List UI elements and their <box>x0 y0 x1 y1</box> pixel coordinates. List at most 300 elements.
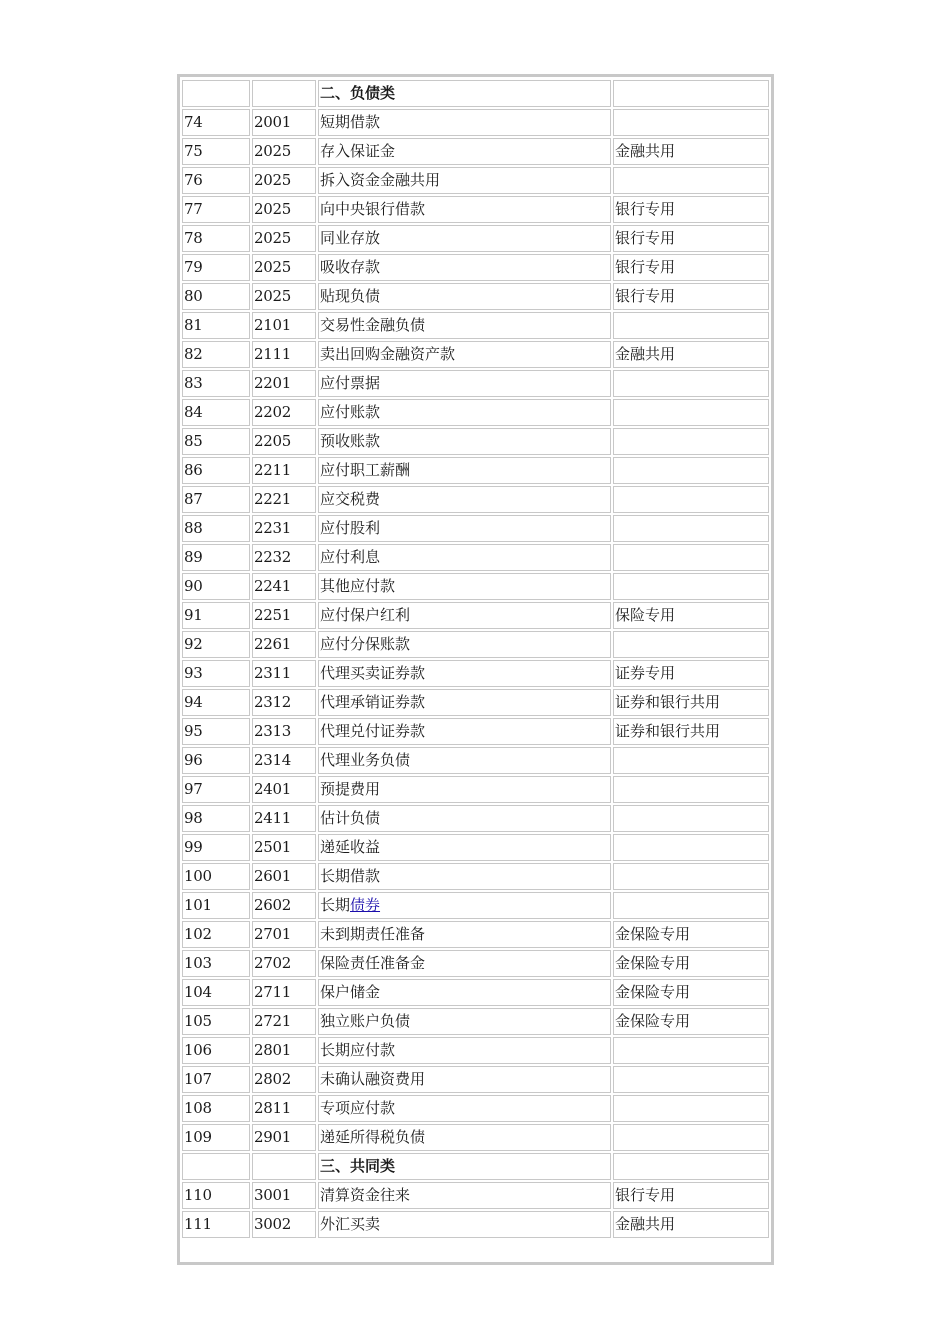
seq-cell <box>182 80 250 107</box>
account-code-cell <box>252 776 316 803</box>
seq-text: 80 <box>184 287 203 305</box>
account-name-text: 长期借款 <box>320 867 381 885</box>
account-name-text: 向中央银行借款 <box>320 200 426 218</box>
seq-cell <box>182 370 250 397</box>
usage-note-cell <box>613 718 769 745</box>
seq-text: 81 <box>184 316 203 334</box>
account-name-cell <box>318 747 611 774</box>
account-name-cell <box>318 1211 611 1238</box>
usage-note-cell <box>613 892 769 919</box>
account-code-cell <box>252 167 316 194</box>
account-code-cell <box>252 138 316 165</box>
account-code-cell <box>252 602 316 629</box>
account-code-text: 2205 <box>254 432 291 450</box>
seq-cell <box>182 428 250 455</box>
account-name-cell <box>318 225 611 252</box>
table-row <box>182 573 769 600</box>
account-code-text: 2401 <box>254 780 291 798</box>
account-name-text: 拆入资金金融共用 <box>320 171 441 189</box>
account-code-cell <box>252 370 316 397</box>
account-code-cell <box>252 573 316 600</box>
account-code-cell <box>252 834 316 861</box>
seq-text: 84 <box>184 403 203 421</box>
seq-cell <box>182 399 250 426</box>
account-name-cell <box>318 457 611 484</box>
table-row <box>182 892 769 919</box>
account-name-cell <box>318 631 611 658</box>
account-code-cell <box>252 863 316 890</box>
table-row <box>182 544 769 571</box>
seq-cell <box>182 312 250 339</box>
seq-text: 107 <box>184 1070 212 1088</box>
account-code-text: 2811 <box>254 1099 291 1117</box>
usage-note-cell <box>613 486 769 513</box>
account-code-text: 2312 <box>254 693 291 711</box>
table-row <box>182 399 769 426</box>
account-name-text: 存入保证金 <box>320 142 396 160</box>
account-name-text: 递延所得税负债 <box>320 1128 426 1146</box>
seq-text: 79 <box>184 258 203 276</box>
usage-note-cell <box>613 341 769 368</box>
account-code-text: 2025 <box>254 171 291 189</box>
account-name-cell <box>318 544 611 571</box>
usage-note-cell <box>613 1066 769 1093</box>
seq-text: 95 <box>184 722 203 740</box>
account-code-cell <box>252 1066 316 1093</box>
account-code-text: 2901 <box>254 1128 291 1146</box>
usage-note-cell <box>613 515 769 542</box>
seq-text: 97 <box>184 780 203 798</box>
seq-text: 105 <box>184 1012 212 1030</box>
account-name-cell <box>318 1182 611 1209</box>
table-row <box>182 689 769 716</box>
table-row <box>182 1095 769 1122</box>
usage-note-text: 金融共用 <box>615 345 676 363</box>
seq-cell <box>182 167 250 194</box>
seq-text: 78 <box>184 229 203 247</box>
usage-note-cell <box>613 1037 769 1064</box>
account-code-cell <box>252 515 316 542</box>
seq-cell <box>182 747 250 774</box>
account-name-cell <box>318 805 611 832</box>
account-name-text: 应付票据 <box>320 374 381 392</box>
account-name-cell <box>318 515 611 542</box>
account-name-text: 应付职工薪酬 <box>320 461 411 479</box>
table-row <box>182 979 769 1006</box>
account-table <box>180 78 771 1240</box>
account-name-cell <box>318 109 611 136</box>
seq-cell <box>182 892 250 919</box>
account-table-body <box>182 80 769 1238</box>
account-name-text: 长期应付款 <box>320 1041 396 1059</box>
table-row <box>182 805 769 832</box>
account-name-cell <box>318 1008 611 1035</box>
table-row <box>182 1008 769 1035</box>
seq-text: 106 <box>184 1041 212 1059</box>
seq-cell <box>182 689 250 716</box>
account-code-cell <box>252 225 316 252</box>
account-name-cell <box>318 660 611 687</box>
seq-text: 109 <box>184 1128 212 1146</box>
account-code-cell <box>252 544 316 571</box>
seq-text: 93 <box>184 664 203 682</box>
account-code-cell <box>252 1037 316 1064</box>
seq-cell <box>182 515 250 542</box>
account-code-text: 2313 <box>254 722 291 740</box>
account-name-text: 应付分保账款 <box>320 635 411 653</box>
usage-note-text: 银行专用 <box>615 200 676 218</box>
seq-text: 103 <box>184 954 212 972</box>
table-row <box>182 1124 769 1151</box>
account-code-cell <box>252 80 316 107</box>
table-row <box>182 515 769 542</box>
seq-text: 98 <box>184 809 203 827</box>
table-row <box>182 370 769 397</box>
account-name-text: 未到期责任准备 <box>320 925 426 943</box>
account-name-cell <box>318 167 611 194</box>
account-code-text: 2241 <box>254 577 291 595</box>
account-code-cell <box>252 341 316 368</box>
account-code-cell <box>252 921 316 948</box>
seq-text: 99 <box>184 838 203 856</box>
table-row <box>182 950 769 977</box>
account-code-text: 2411 <box>254 809 291 827</box>
account-code-cell <box>252 892 316 919</box>
account-name-text: 保户储金 <box>320 983 381 1001</box>
seq-text: 88 <box>184 519 203 537</box>
seq-text: 83 <box>184 374 203 392</box>
account-name-text: 同业存放 <box>320 229 381 247</box>
usage-note-text: 金保险专用 <box>615 925 691 943</box>
table-row <box>182 138 769 165</box>
seq-text: 82 <box>184 345 203 363</box>
account-code-text: 2025 <box>254 287 291 305</box>
account-code-cell <box>252 805 316 832</box>
seq-cell <box>182 1008 250 1035</box>
seq-text: 89 <box>184 548 203 566</box>
usage-note-text: 金保险专用 <box>615 954 691 972</box>
table-row <box>182 341 769 368</box>
account-name-cell <box>318 486 611 513</box>
seq-cell <box>182 805 250 832</box>
seq-text: 108 <box>184 1099 212 1117</box>
usage-note-cell <box>613 602 769 629</box>
account-code-cell <box>252 689 316 716</box>
seq-text: 100 <box>184 867 212 885</box>
usage-note-text: 银行专用 <box>615 287 676 305</box>
account-code-cell <box>252 196 316 223</box>
usage-note-cell <box>613 254 769 281</box>
table-row <box>182 254 769 281</box>
table-row <box>182 167 769 194</box>
account-name-text: 应付保户红利 <box>320 606 411 624</box>
account-name-cell <box>318 1124 611 1151</box>
account-name-cell <box>318 689 611 716</box>
table-row <box>182 660 769 687</box>
usage-note-cell <box>613 167 769 194</box>
seq-text: 75 <box>184 142 203 160</box>
account-code-text: 2721 <box>254 1012 291 1030</box>
account-name-cell <box>318 370 611 397</box>
account-name-text: 专项应付款 <box>320 1099 396 1117</box>
seq-text: 74 <box>184 113 203 131</box>
table-row <box>182 486 769 513</box>
account-code-text: 2025 <box>254 229 291 247</box>
table-row <box>182 1182 769 1209</box>
account-name-text: 预提费用 <box>320 780 381 798</box>
account-code-cell <box>252 1124 316 1151</box>
account-table-frame <box>177 74 774 1265</box>
seq-cell <box>182 863 250 890</box>
seq-cell <box>182 631 250 658</box>
seq-text: 102 <box>184 925 212 943</box>
seq-cell <box>182 979 250 1006</box>
account-code-text: 2232 <box>254 548 291 566</box>
account-name-text: 清算资金往来 <box>320 1186 411 1204</box>
seq-text: 91 <box>184 606 203 624</box>
table-row <box>182 283 769 310</box>
account-code-cell <box>252 1008 316 1035</box>
usage-note-cell <box>613 1124 769 1151</box>
account-name-text: 代理兑付证券款 <box>320 722 426 740</box>
account-name-text: 长期 <box>320 896 351 914</box>
account-code-cell <box>252 631 316 658</box>
account-name-cell <box>318 921 611 948</box>
seq-text: 111 <box>184 1215 212 1233</box>
account-code-text: 2601 <box>254 867 291 885</box>
account-code-cell <box>252 660 316 687</box>
account-code-cell <box>252 1095 316 1122</box>
seq-text: 104 <box>184 983 212 1001</box>
account-name-text: 短期借款 <box>320 113 381 131</box>
account-code-text: 2201 <box>254 374 291 392</box>
account-name-cell <box>318 573 611 600</box>
account-code-cell <box>252 747 316 774</box>
account-name-text: 应付账款 <box>320 403 381 421</box>
table-row <box>182 109 769 136</box>
seq-cell <box>182 834 250 861</box>
usage-note-text: 保险专用 <box>615 606 676 624</box>
usage-note-text: 银行专用 <box>615 258 676 276</box>
account-name-text: 代理承销证券款 <box>320 693 426 711</box>
account-name-text: 估计负债 <box>320 809 381 827</box>
seq-text: 101 <box>184 896 212 914</box>
usage-note-cell <box>613 196 769 223</box>
table-row <box>182 776 769 803</box>
usage-note-cell <box>613 747 769 774</box>
seq-text: 87 <box>184 490 203 508</box>
account-code-text: 2221 <box>254 490 291 508</box>
account-code-text: 2111 <box>254 345 291 363</box>
account-name-text: 应付股利 <box>320 519 381 537</box>
seq-text: 85 <box>184 432 203 450</box>
account-name-text: 保险责任准备金 <box>320 954 426 972</box>
usage-note-text: 银行专用 <box>615 1186 676 1204</box>
table-row <box>182 834 769 861</box>
account-code-text: 2101 <box>254 316 291 334</box>
account-code-text: 2602 <box>254 896 291 914</box>
seq-cell <box>182 1211 250 1238</box>
account-name-cell <box>318 834 611 861</box>
account-name-text: 二、负债类 <box>320 84 396 102</box>
account-name-text: 贴现负债 <box>320 287 381 305</box>
account-code-cell <box>252 283 316 310</box>
usage-note-cell <box>613 1095 769 1122</box>
account-name-text: 未确认融资费用 <box>320 1070 426 1088</box>
seq-cell <box>182 1182 250 1209</box>
usage-note-cell <box>613 370 769 397</box>
seq-text: 90 <box>184 577 203 595</box>
table-row <box>182 602 769 629</box>
usage-note-cell <box>613 921 769 948</box>
table-row <box>182 225 769 252</box>
table-row <box>182 196 769 223</box>
seq-text: 110 <box>184 1186 212 1204</box>
account-code-cell <box>252 457 316 484</box>
usage-note-cell <box>613 399 769 426</box>
seq-cell <box>182 573 250 600</box>
seq-cell <box>182 718 250 745</box>
usage-note-cell <box>613 109 769 136</box>
account-name-cell <box>318 1095 611 1122</box>
account-name-text: 代理买卖证券款 <box>320 664 426 682</box>
account-name-cell <box>318 399 611 426</box>
account-name-text: 三、共同类 <box>320 1157 396 1175</box>
table-row <box>182 1066 769 1093</box>
bond-link[interactable]: 债券 <box>350 896 381 914</box>
seq-cell <box>182 196 250 223</box>
account-name-cell <box>318 602 611 629</box>
account-code-text: 2802 <box>254 1070 291 1088</box>
seq-cell <box>182 1124 250 1151</box>
account-name-cell <box>318 1037 611 1064</box>
usage-note-cell <box>613 312 769 339</box>
account-code-cell <box>252 718 316 745</box>
account-code-cell <box>252 979 316 1006</box>
table-row <box>182 457 769 484</box>
account-name-cell <box>318 138 611 165</box>
table-row <box>182 1211 769 1238</box>
account-code-text: 2025 <box>254 258 291 276</box>
account-name-text: 应付利息 <box>320 548 381 566</box>
usage-note-cell <box>613 950 769 977</box>
seq-cell <box>182 1153 250 1180</box>
account-code-text: 2231 <box>254 519 291 537</box>
seq-cell <box>182 283 250 310</box>
usage-note-text: 金保险专用 <box>615 1012 691 1030</box>
account-code-text: 2701 <box>254 925 291 943</box>
account-code-text: 2202 <box>254 403 291 421</box>
account-code-text: 2251 <box>254 606 291 624</box>
usage-note-cell <box>613 631 769 658</box>
seq-cell <box>182 544 250 571</box>
table-row <box>182 863 769 890</box>
account-name-text: 代理业务负债 <box>320 751 411 769</box>
usage-note-cell <box>613 544 769 571</box>
seq-cell <box>182 254 250 281</box>
account-code-text: 2501 <box>254 838 291 856</box>
account-name-text: 预收账款 <box>320 432 381 450</box>
seq-cell <box>182 225 250 252</box>
seq-text: 86 <box>184 461 203 479</box>
usage-note-text: 金融共用 <box>615 142 676 160</box>
account-code-cell <box>252 1153 316 1180</box>
usage-note-cell <box>613 573 769 600</box>
usage-note-cell <box>613 1008 769 1035</box>
account-code-text: 2001 <box>254 113 291 131</box>
seq-cell <box>182 109 250 136</box>
usage-note-text: 金融共用 <box>615 1215 676 1233</box>
account-name-cell <box>318 196 611 223</box>
seq-cell <box>182 950 250 977</box>
account-name-text: 卖出回购金融资产款 <box>320 345 456 363</box>
usage-note-text: 银行专用 <box>615 229 676 247</box>
table-row <box>182 312 769 339</box>
account-code-cell <box>252 428 316 455</box>
account-name-cell <box>318 428 611 455</box>
account-code-text: 2702 <box>254 954 291 972</box>
table-row <box>182 1037 769 1064</box>
table-row <box>182 631 769 658</box>
usage-note-cell <box>613 863 769 890</box>
seq-cell <box>182 921 250 948</box>
usage-note-cell <box>613 80 769 107</box>
usage-note-cell <box>613 660 769 687</box>
account-code-cell <box>252 1211 316 1238</box>
account-name-cell <box>318 283 611 310</box>
seq-cell <box>182 776 250 803</box>
account-name-text: 应交税费 <box>320 490 381 508</box>
seq-cell <box>182 602 250 629</box>
account-name-text: 交易性金融负债 <box>320 316 426 334</box>
usage-note-cell <box>613 428 769 455</box>
usage-note-cell <box>613 1182 769 1209</box>
account-code-text: 2314 <box>254 751 291 769</box>
account-name-cell <box>318 341 611 368</box>
seq-text: 77 <box>184 200 203 218</box>
account-name-text: 其他应付款 <box>320 577 396 595</box>
account-code-cell <box>252 950 316 977</box>
account-code-text: 2711 <box>254 983 291 1001</box>
table-row <box>182 428 769 455</box>
account-name-text: 外汇买卖 <box>320 1215 381 1233</box>
seq-text: 76 <box>184 171 203 189</box>
account-code-text: 2211 <box>254 461 291 479</box>
seq-text: 94 <box>184 693 203 711</box>
usage-note-cell <box>613 776 769 803</box>
account-name-cell <box>318 1066 611 1093</box>
table-row <box>182 747 769 774</box>
usage-note-cell <box>613 834 769 861</box>
seq-text: 92 <box>184 635 203 653</box>
usage-note-text: 证券专用 <box>615 664 676 682</box>
account-code-text: 2801 <box>254 1041 291 1059</box>
account-name-cell <box>318 863 611 890</box>
account-name-cell <box>318 1153 611 1180</box>
account-name-cell <box>318 254 611 281</box>
seq-cell <box>182 1095 250 1122</box>
account-code-text: 2311 <box>254 664 291 682</box>
usage-note-cell <box>613 1211 769 1238</box>
account-code-text: 2025 <box>254 200 291 218</box>
account-code-text: 3001 <box>254 1186 291 1204</box>
account-code-cell <box>252 486 316 513</box>
seq-cell <box>182 1066 250 1093</box>
seq-cell <box>182 486 250 513</box>
account-name-cell <box>318 80 611 107</box>
account-name-cell <box>318 892 611 919</box>
seq-cell <box>182 457 250 484</box>
